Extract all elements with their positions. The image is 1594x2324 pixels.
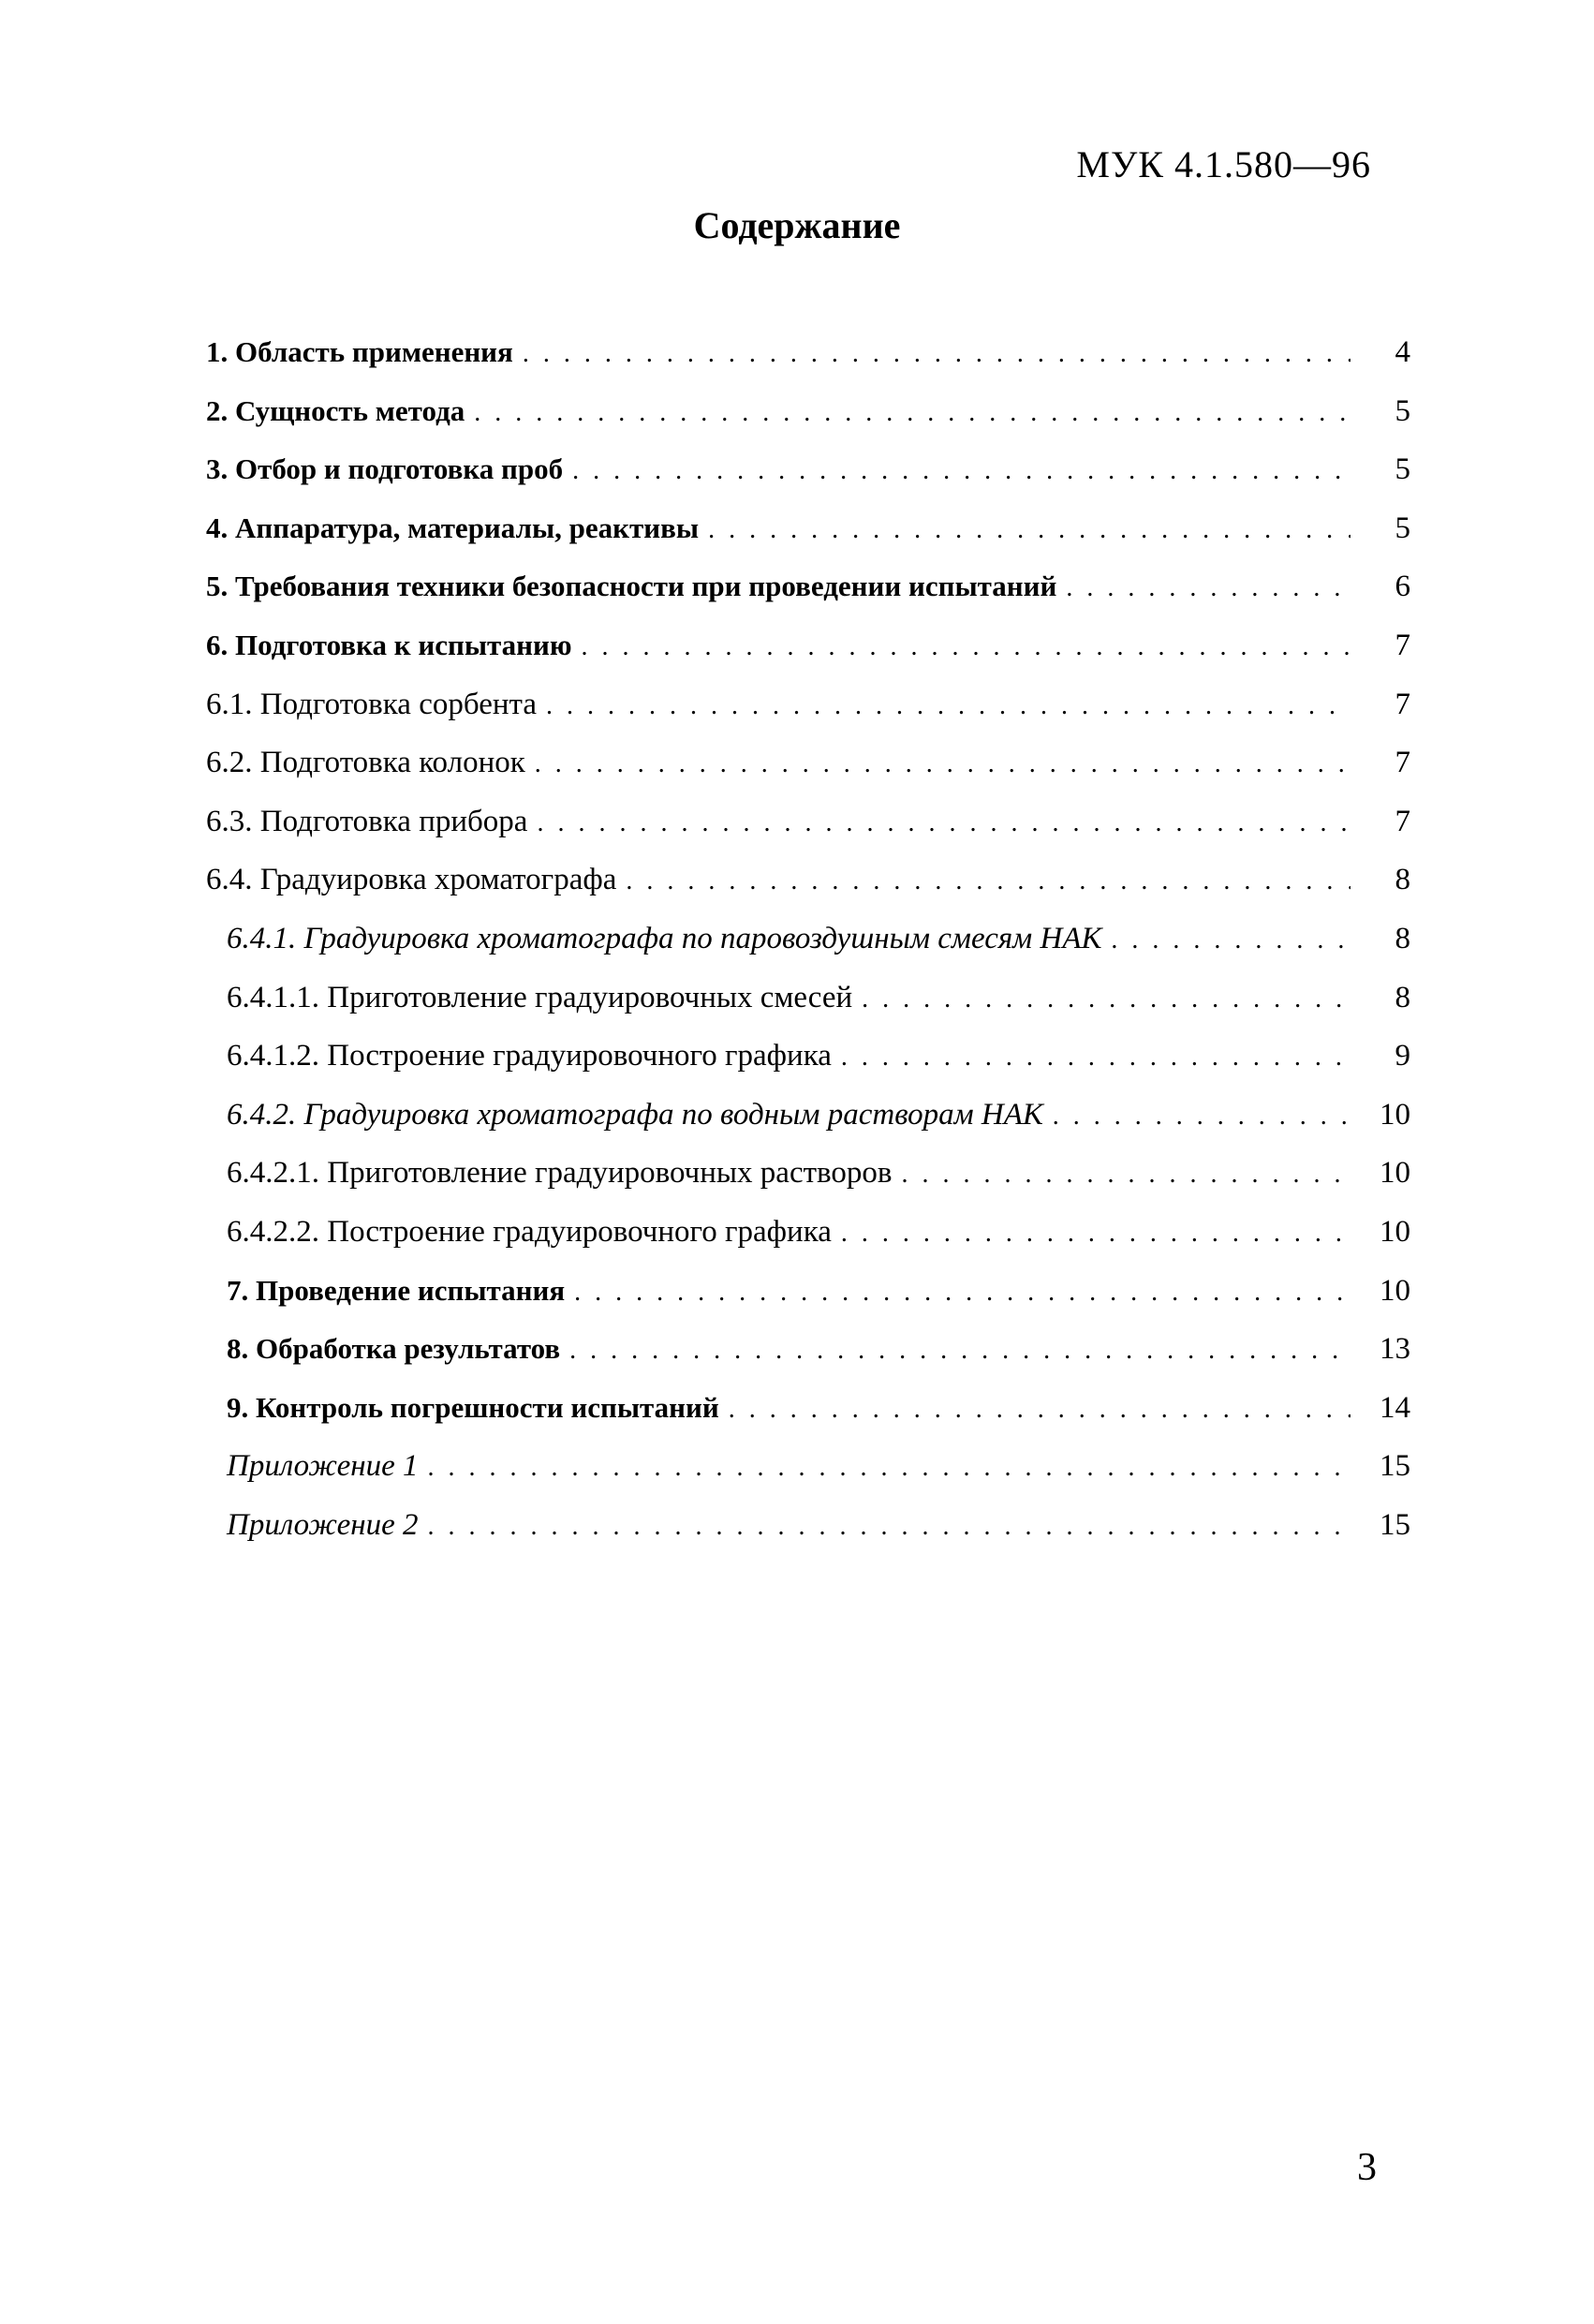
toc-dot-leader bbox=[569, 1322, 1350, 1381]
toc-dot-leader bbox=[574, 1264, 1350, 1323]
toc-entry-label: 6.4.1.2. Построение градуировочного графика bbox=[227, 1039, 832, 1073]
toc-dot-leader bbox=[626, 852, 1350, 911]
toc-entry-page: 13 bbox=[1380, 1332, 1410, 1367]
toc-entry-9[interactable] bbox=[206, 1379, 1410, 1438]
toc-entry-page: 10 bbox=[1380, 1097, 1410, 1132]
document-code: МУК 4.1.580—96 bbox=[1076, 143, 1371, 185]
toc-dot-leader bbox=[572, 442, 1350, 501]
toc-entry-page: 8 bbox=[1395, 921, 1410, 955]
toc-entry-6-4-2-2[interactable] bbox=[206, 1203, 1410, 1262]
toc-entry-label: 8. Обработка результатов bbox=[227, 1332, 561, 1366]
toc-dot-leader bbox=[729, 1381, 1350, 1440]
toc-entry-page: 15 bbox=[1380, 1449, 1410, 1484]
toc-dot-leader bbox=[523, 325, 1350, 384]
toc-entry-label: 6.4.1.1. Приготовление градуировочных смесей bbox=[227, 980, 853, 1014]
toc-entry-label: 6.3. Подготовка прибора bbox=[206, 804, 528, 838]
toc-entry-1[interactable] bbox=[206, 323, 1410, 382]
toc-entry-7[interactable] bbox=[206, 1262, 1410, 1321]
toc-entry-label: 2. Сущность метода bbox=[206, 393, 465, 427]
toc-entry-8[interactable] bbox=[206, 1320, 1410, 1379]
page-number: 3 bbox=[1357, 2146, 1377, 2189]
toc-entry-6-4-1-2[interactable] bbox=[206, 1027, 1410, 1086]
toc-entry-page: 15 bbox=[1380, 1507, 1410, 1542]
table-of-contents bbox=[206, 323, 1410, 1554]
toc-entry-label: Приложение 2 bbox=[227, 1507, 419, 1542]
toc-dot-leader bbox=[474, 384, 1350, 443]
toc-entry-6-4-1[interactable] bbox=[206, 910, 1410, 969]
toc-entry-6-3[interactable] bbox=[206, 792, 1410, 851]
toc-entry-label: 7. Проведение испытания bbox=[227, 1273, 566, 1307]
toc-entry-6-4-1-1[interactable] bbox=[206, 969, 1410, 1028]
toc-entry-6-4-2[interactable] bbox=[206, 1086, 1410, 1145]
toc-entry-label: Приложение 1 bbox=[227, 1449, 419, 1484]
toc-entry-6-2[interactable] bbox=[206, 733, 1410, 792]
toc-entry-6-4-2-1[interactable] bbox=[206, 1144, 1410, 1203]
toc-entry-page: 7 bbox=[1395, 687, 1410, 721]
toc-entry-label: 6.4. Градуировка хроматографа bbox=[206, 863, 617, 897]
toc-entry-page: 5 bbox=[1395, 452, 1410, 487]
toc-entry-page: 7 bbox=[1395, 628, 1410, 662]
toc-entry-page: 14 bbox=[1380, 1390, 1410, 1425]
toc-dot-leader bbox=[427, 1498, 1350, 1557]
toc-entry-2[interactable] bbox=[206, 382, 1410, 441]
toc-entry-label: 6.4.2.1. Приготовление градуировочных растворов bbox=[227, 1156, 893, 1191]
toc-dot-leader bbox=[546, 677, 1350, 736]
toc-dot-leader bbox=[1066, 559, 1350, 618]
toc-entry-label: 1. Область применения bbox=[206, 335, 513, 368]
toc-entry-page: 8 bbox=[1395, 980, 1410, 1014]
toc-entry-6[interactable] bbox=[206, 616, 1410, 675]
toc-entry-page: 10 bbox=[1380, 1273, 1410, 1308]
toc-entry-page: 6 bbox=[1395, 570, 1410, 604]
toc-entry-page: 10 bbox=[1380, 1156, 1410, 1191]
toc-entry-page: 7 bbox=[1395, 804, 1410, 838]
toc-dot-leader bbox=[841, 1029, 1350, 1088]
toc-entry-5[interactable] bbox=[206, 557, 1410, 616]
toc-dot-leader bbox=[862, 970, 1350, 1029]
toc-entry-3[interactable] bbox=[206, 440, 1410, 499]
toc-entry-page: 5 bbox=[1395, 511, 1410, 545]
toc-entry-4[interactable] bbox=[206, 499, 1410, 558]
toc-dot-leader bbox=[1053, 1088, 1350, 1147]
toc-entry-page: 7 bbox=[1395, 746, 1410, 780]
toc-entry-label: 6.2. Подготовка колонок bbox=[206, 746, 525, 780]
toc-entry-page: 4 bbox=[1395, 335, 1410, 369]
toc-entry-page: 8 bbox=[1395, 863, 1410, 897]
toc-dot-leader bbox=[537, 794, 1350, 853]
toc-entry-page: 9 bbox=[1395, 1039, 1410, 1073]
toc-entry-appendix-1[interactable] bbox=[206, 1437, 1410, 1496]
toc-entry-label: 6.1. Подготовка сорбента bbox=[206, 687, 537, 721]
toc-entry-page: 10 bbox=[1380, 1214, 1410, 1249]
toc-entry-label: 3. Отбор и подготовка проб bbox=[206, 452, 564, 486]
toc-entry-label: 6. Подготовка к испытанию bbox=[206, 628, 572, 661]
toc-entry-label: 9. Контроль погрешности испытаний bbox=[227, 1390, 719, 1424]
toc-entry-label: 6.4.2.2. Построение градуировочного графика bbox=[227, 1214, 832, 1249]
toc-entry-label: 5. Требования техники безопасности при проведении испытаний bbox=[206, 570, 1057, 603]
toc-dot-leader bbox=[535, 735, 1350, 794]
toc-entry-page: 5 bbox=[1395, 393, 1410, 428]
toc-entry-appendix-2[interactable] bbox=[206, 1496, 1410, 1555]
toc-entry-label: 4. Аппаратура, материалы, реактивы bbox=[206, 511, 700, 544]
toc-entry-6-1[interactable] bbox=[206, 675, 1410, 734]
toc-dot-leader bbox=[841, 1205, 1350, 1264]
toc-dot-leader bbox=[427, 1439, 1350, 1498]
toc-dot-leader bbox=[901, 1146, 1350, 1205]
toc-entry-label: 6.4.2. Градуировка хроматографа по водным растворам НАК bbox=[227, 1097, 1043, 1132]
toc-entry-label: 6.4.1. Градуировка хроматографа по паровоздушным смесям НАК bbox=[227, 921, 1102, 955]
toc-dot-leader bbox=[708, 501, 1350, 560]
toc-dot-leader bbox=[582, 618, 1350, 677]
page-title: Содержание bbox=[693, 204, 901, 246]
toc-entry-6-4[interactable] bbox=[206, 851, 1410, 910]
toc-dot-leader bbox=[1111, 911, 1350, 970]
